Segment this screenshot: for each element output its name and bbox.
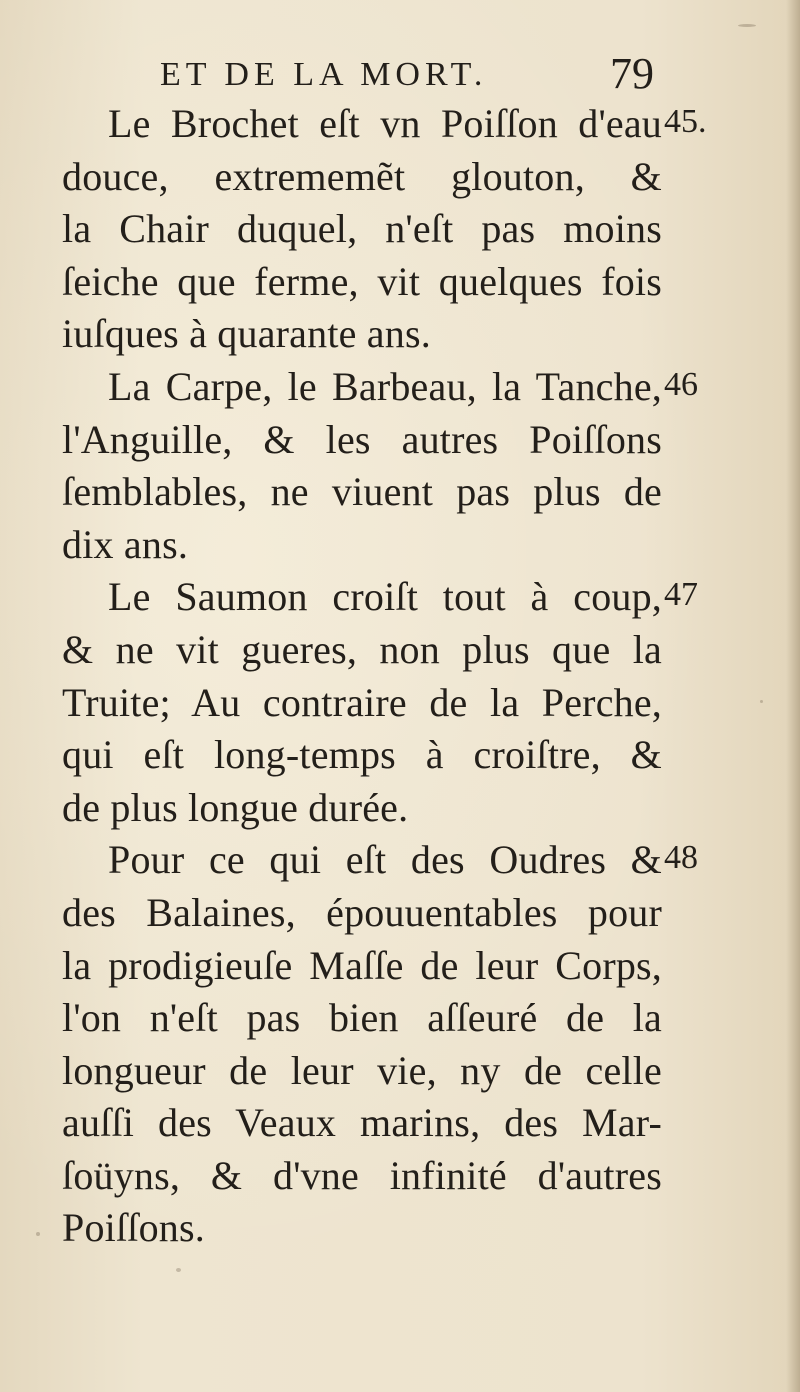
text-line: douce, extrememẽt glouton, & [62,153,662,199]
paragraph-saumon [62,571,662,834]
text-line: qui eſt long-temps à croiſtre, & [62,732,662,778]
text-line: Poiſſons. [62,1205,205,1251]
text-line: La Carpe, le Barbeau, la Tanche, [108,363,662,409]
paragraph-brochet [62,98,662,361]
text-line: ſoüyns, & d'vne infinité d'autres [62,1152,662,1198]
margin-number: 46 [664,366,698,403]
text-line: la prodigieuſe Maſſe de leur Corps, [62,942,662,988]
margin-number: 45. [664,103,707,140]
text-line: auſſi des Veaux marins, des Mar- [62,1100,662,1146]
text-line: ſeiche que ferme, vit quelques fois [62,258,662,304]
page-edge-shadow [786,0,800,1392]
paper-speck [760,700,763,703]
text-line: Le Brochet eſt vn Poiſſon d'eau [108,101,662,146]
page-number: 79 [610,49,654,98]
text-line: de plus longue durée. [62,784,409,830]
text-line: Le Saumon croiſt tout à coup, [108,574,662,620]
text-line: & ne vit gueres, non plus que la [62,626,662,672]
margin-number: 47 [664,576,698,613]
text-line: l'Anguille, & les autres Poiſſons [62,416,662,462]
paragraph-oudres [62,834,662,1255]
text-line: ſemblables, ne viuent pas plus de [62,469,662,515]
paragraph-carpe [62,361,662,571]
text-line: la Chair duquel, n'eſt pas moins [62,206,662,252]
paper-speck [738,24,756,27]
text-line: Pour ce qui eſt des Oudres & [108,837,662,883]
text-line: iuſques à quarante ans. [62,311,431,357]
running-head: ET DE LA MORT. [160,56,488,93]
text-line: l'on n'eſt pas bien aſſeuré de la [62,995,662,1041]
paper-speck [176,1268,181,1272]
paper-speck [36,1232,40,1236]
page-header [160,44,680,104]
text-line: dix ans. [62,521,189,567]
text-line: longueur de leur vie, ny de celle [62,1047,662,1093]
text-line: des Balaines, épouuentables pour [62,889,662,935]
text-line: Truite; Au contraire de la Perche, [62,679,662,725]
body-text [62,98,662,1255]
margin-number: 48 [664,839,698,876]
